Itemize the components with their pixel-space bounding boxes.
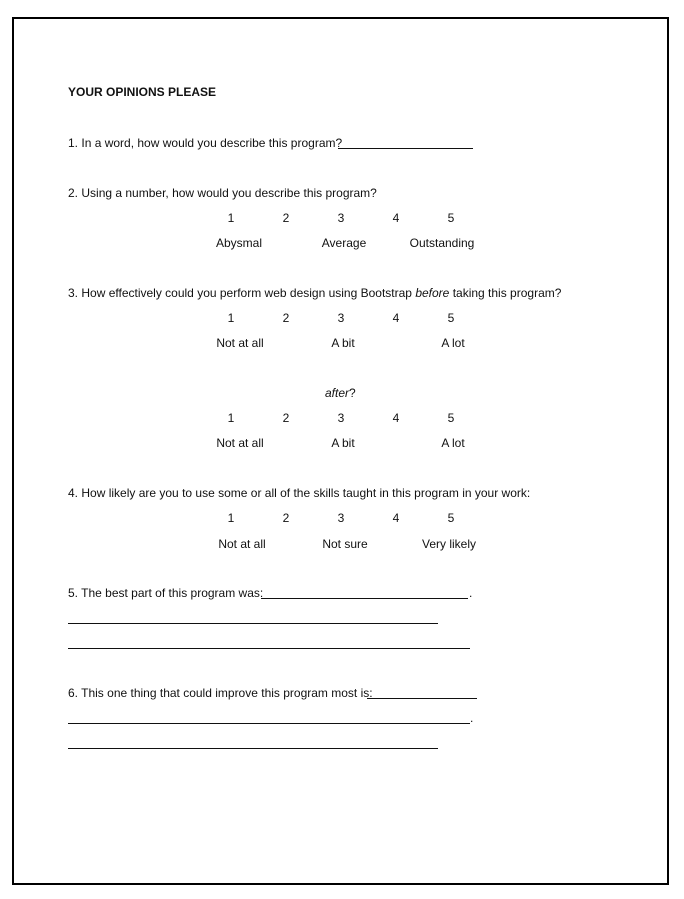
question-5-answer-line-2[interactable] [68,623,438,624]
question-3-followup-suffix: ? [349,386,356,400]
question-6-answer-line-1[interactable] [367,698,477,699]
question-6-answer-line-3[interactable] [68,748,438,749]
question-3-text-after: taking this program? [449,286,562,300]
question-5-answer-line-3[interactable] [68,648,470,649]
q3-before-anchor-low: Not at all [216,336,264,350]
q3-before-scale-5[interactable]: 5 [447,311,455,325]
q4-scale-1[interactable]: 1 [227,511,235,525]
q3-before-scale-2[interactable]: 2 [282,311,290,325]
question-2-text: Using a number, how would you describe this program? [81,186,377,200]
q4-scale-2[interactable]: 2 [282,511,290,525]
question-1-text: In a word, how would you describe this program? [81,136,343,150]
question-6-text: This one thing that could improve this program most is: [81,686,373,700]
question-5-text: The best part of this program was: [81,586,264,600]
q4-anchor-high: Very likely [421,537,477,551]
q3-after-anchor-mid: A bit [331,436,355,450]
question-4-number: 4. [68,486,79,500]
question-5-end-mark: . [469,586,473,600]
q3-after-scale-3[interactable]: 3 [337,411,345,425]
q3-before-scale-3[interactable]: 3 [337,311,345,325]
question-3-followup-emphasis: after [325,386,350,400]
q2-scale-1[interactable]: 1 [227,211,235,225]
q3-after-scale-4[interactable]: 4 [392,411,400,425]
q4-anchor-low: Not at all [218,537,266,551]
question-4-text: How likely are you to use some or all of the skills taught in this program in your work: [81,486,531,500]
q2-anchor-mid: Average [321,236,367,250]
form-title: YOUR OPINIONS PLEASE [68,85,217,99]
q4-scale-5[interactable]: 5 [447,511,455,525]
q4-scale-4[interactable]: 4 [392,511,400,525]
q2-scale-5[interactable]: 5 [447,211,455,225]
question-2-number: 2. [68,186,79,200]
q2-anchor-high: Outstanding [409,236,475,250]
q3-before-anchor-mid: A bit [331,336,355,350]
question-4 [68,486,530,500]
q3-before-scale-1[interactable]: 1 [227,311,235,325]
q3-after-scale-5[interactable]: 5 [447,411,455,425]
question-3-followup [325,386,356,400]
q2-scale-4[interactable]: 4 [392,211,400,225]
q3-before-scale-4[interactable]: 4 [392,311,400,325]
question-5 [68,586,263,600]
question-5-answer-line-1[interactable] [261,598,468,599]
question-5-number: 5. [68,586,79,600]
question-1 [68,136,342,150]
question-2 [68,186,377,200]
question-6 [68,686,373,700]
question-3-number: 3. [68,286,79,300]
question-3-text-before: How effectively could you perform web design using Bootstrap [81,286,416,300]
q3-after-scale-1[interactable]: 1 [227,411,235,425]
q3-before-anchor-high: A lot [441,336,465,350]
q4-anchor-mid: Not sure [322,537,368,551]
q3-after-anchor-high: A lot [441,436,465,450]
question-6-answer-line-2[interactable] [68,723,470,724]
q2-anchor-low: Abysmal [215,236,263,250]
question-3 [68,286,561,300]
question-3-emphasis: before [415,286,450,300]
q3-after-scale-2[interactable]: 2 [282,411,290,425]
question-1-answer-line[interactable] [338,148,473,149]
question-6-end-mark: . [470,711,474,725]
question-6-number: 6. [68,686,79,700]
question-1-number: 1. [68,136,79,150]
q2-scale-2[interactable]: 2 [282,211,290,225]
q3-after-anchor-low: Not at all [216,436,264,450]
q4-scale-3[interactable]: 3 [337,511,345,525]
q2-scale-3[interactable]: 3 [337,211,345,225]
